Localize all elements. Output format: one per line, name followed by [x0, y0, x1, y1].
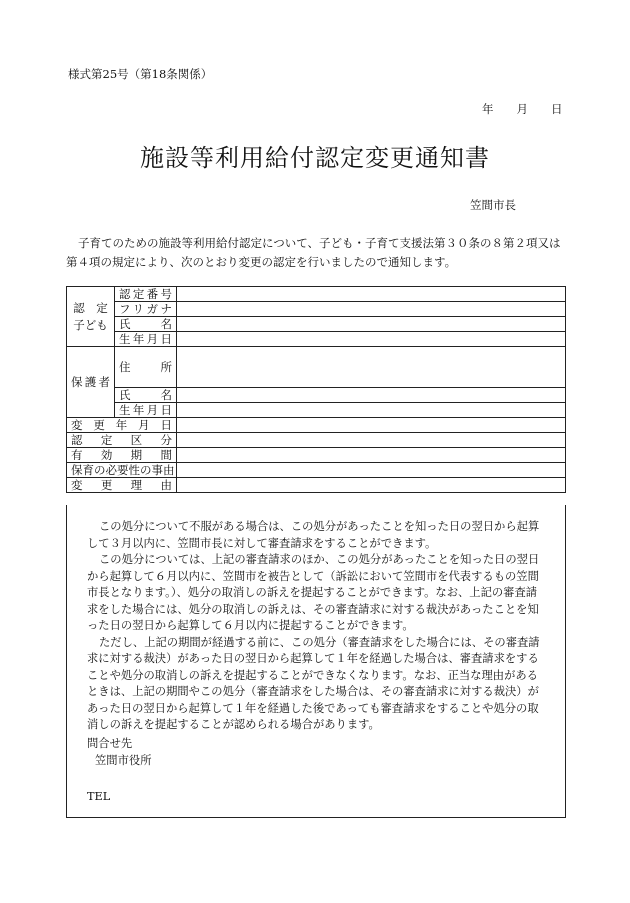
row-label-guardian-name: 氏 名: [115, 388, 177, 403]
row-label-change-reason: 変更理由: [67, 478, 177, 493]
issuer-name: 笠間市長: [470, 198, 516, 212]
contact-info: [87, 735, 152, 769]
appeal-notice-text: [87, 519, 547, 734]
row-label-guardian-birthdate: 生年月日: [115, 403, 177, 418]
row-label-child-name: 氏 名: [115, 317, 177, 332]
row-label-furigana: フリガナ: [115, 302, 177, 317]
child-furigana-value[interactable]: [177, 302, 566, 317]
certification-number-value[interactable]: [177, 287, 566, 302]
row-label-certification-number: 認定番号: [115, 287, 177, 302]
row-label-validity-period: 有効期間: [67, 448, 177, 463]
table-row: [67, 478, 566, 493]
table-row: [67, 448, 566, 463]
table-row: [67, 388, 566, 403]
contact-office: 笠間市役所: [95, 754, 152, 767]
notice-paragraph: ただし、上記の期間が経過する前に、この処分（審査請求をした場合には、その審査請求に対する裁決）があった日の翌日から起算して１年を経過した場合は、審査請求をすることや処分の取消しの訴えを提起することができなくなります。なお、正当な理由があるときは、上記の期間やこの処分（審査請求をした場合は、その審査請求に対する裁決）があった日の翌日から起算して１年を経過した後であっても審査請求をすることや処分の取消しの訴えを提起することが認められる場合があります。: [87, 635, 540, 731]
row-label-child-birthdate: 生年月日: [115, 332, 177, 347]
tel-label: TEL: [87, 790, 111, 803]
form-number: 様式第25号（第18条関係）: [68, 67, 213, 81]
certification-category-value[interactable]: [177, 433, 566, 448]
table-row: [67, 403, 566, 418]
table-row: [67, 332, 566, 347]
row-label-certification-category: 認定区分: [67, 433, 177, 448]
date-day-label: 日: [551, 102, 563, 116]
row-label-change-date: 変更年月日: [67, 418, 177, 433]
change-reason-value[interactable]: [177, 478, 566, 493]
validity-period-value[interactable]: [177, 448, 566, 463]
table-row: [67, 418, 566, 433]
appeal-notice-box: [66, 505, 566, 818]
intro-paragraph: 子育てのための施設等利用給付認定について、子ども・子育て支援法第３０条の８第２項又は第４項の規定により、次のとおり変更の認定を行いましたので通知します。: [66, 236, 561, 269]
row-label-address: 住 所: [115, 347, 177, 388]
table-row: [67, 317, 566, 332]
table-row: [67, 287, 566, 302]
table-row: [67, 433, 566, 448]
table-row: [67, 347, 566, 388]
child-name-value[interactable]: [177, 317, 566, 332]
guardian-birthdate-value[interactable]: [177, 403, 566, 418]
document-title: 施設等利用給付認定変更通知書: [140, 144, 490, 172]
table-row: [67, 302, 566, 317]
change-date-value[interactable]: [177, 418, 566, 433]
guardian-group-label: 保護者: [67, 347, 115, 418]
guardian-name-value[interactable]: [177, 388, 566, 403]
notice-paragraph: この処分について不服がある場合は、この処分があったことを知った日の翌日から起算して３月以内に、笠間市長に対して審査請求をすることができます。: [87, 520, 540, 550]
table-row: [67, 463, 566, 478]
certification-table: [66, 286, 566, 493]
contact-label: 問合せ先: [87, 737, 133, 750]
guardian-address-value[interactable]: [177, 347, 566, 388]
row-label-childcare-necessity: 保育の必要性の事由: [67, 463, 177, 478]
date-year-label: 年: [482, 102, 494, 116]
notice-paragraph: この処分については、上記の審査請求のほか、この処分があったことを知った日の翌日から起算して６月以内に、笠間市を被告として（訴訟において笠間市を代表するもの笠間市長となります。）、処分の取消しの訴えを提起することができます。なお、上記の審査請求をした場合には、処分の取消しの訴えは、その審査請求に対する裁決があったことを知った日の翌日から起算して６月以内に提起することができます。: [87, 553, 540, 632]
child-birthdate-value[interactable]: [177, 332, 566, 347]
date-line: [482, 101, 563, 117]
date-month-label: 月: [516, 102, 528, 116]
child-group-label: 認 定 子ども: [67, 287, 115, 347]
childcare-necessity-value[interactable]: [177, 463, 566, 478]
